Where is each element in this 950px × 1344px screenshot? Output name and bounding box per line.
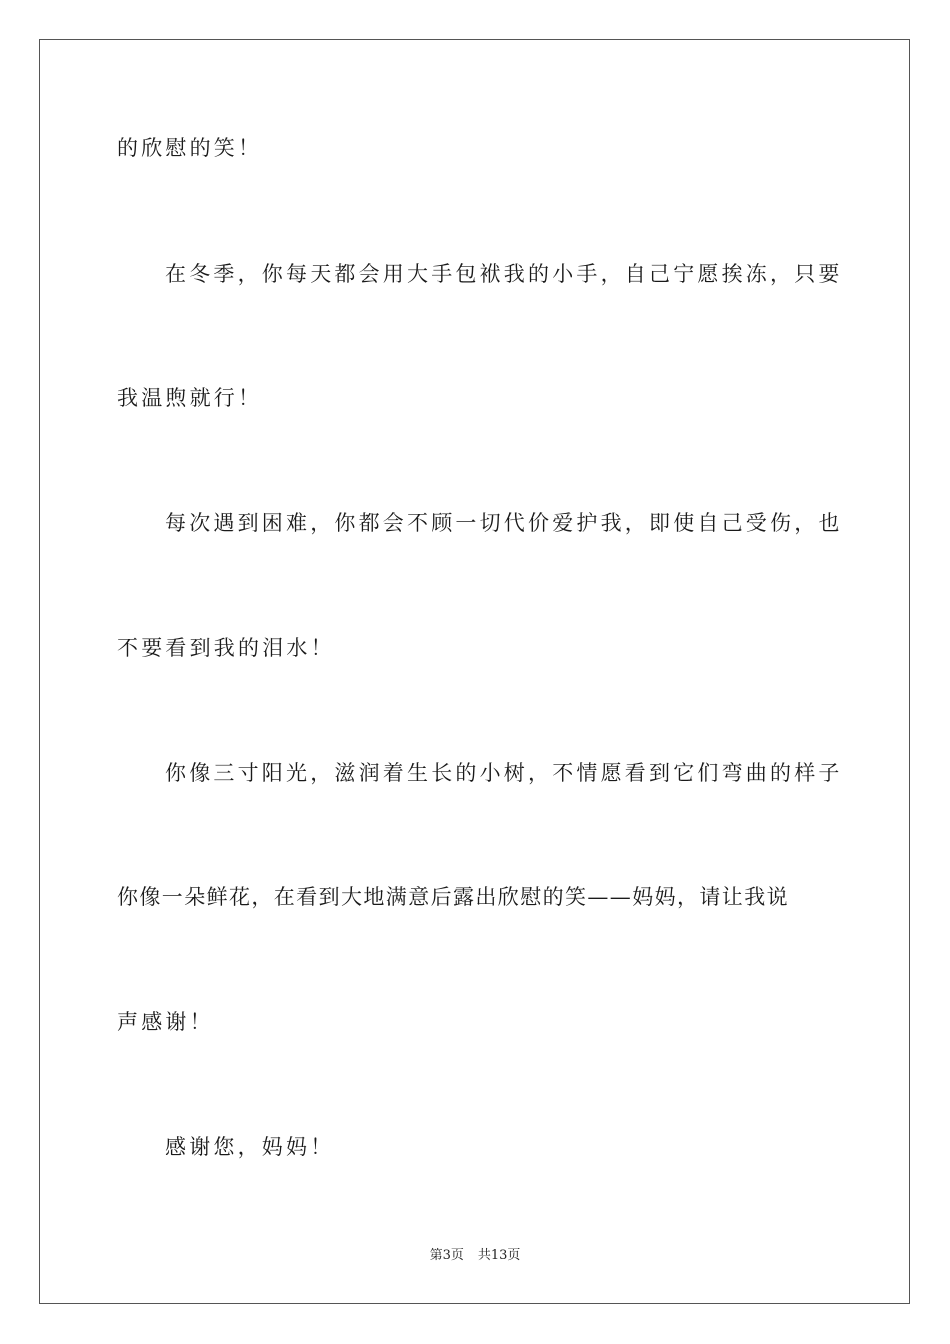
text-line-3: 我温煦就行！: [117, 386, 263, 410]
text-line-8: 声感谢！: [117, 1010, 214, 1034]
text-line-4: 每次遇到困难，你都会不顾一切代价爱护我，即使自己受伤，也: [165, 511, 843, 535]
text-line-5: 不要看到我的泪水！: [117, 636, 335, 660]
text-line-2: 在冬季，你每天都会用大手包袱我的小手，自己宁愿挨冻，只要: [165, 262, 843, 286]
page-border: [39, 39, 910, 1304]
text-line-7: 你像一朵鲜花，在看到大地满意后露出欣慰的笑——妈妈，请让我说: [117, 885, 789, 909]
text-line-6: 你像三寸阳光，滋润着生长的小树，不情愿看到它们弯曲的样子: [165, 761, 843, 785]
page-footer: [0, 1247, 950, 1265]
total-pages: 共13页: [477, 1248, 521, 1263]
text-line-9: 感谢您，妈妈！: [165, 1135, 335, 1159]
text-line-1: 的欣慰的笑！: [117, 136, 263, 160]
page-number: 第3页: [429, 1248, 464, 1263]
